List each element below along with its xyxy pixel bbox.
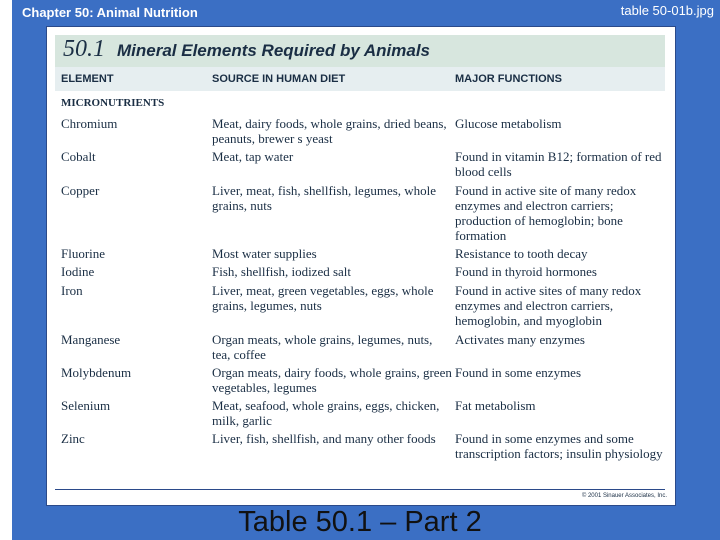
element-cell: Zinc (61, 431, 85, 446)
function-cell: Found in some enzymes and some transcription factors; insulin physiology (455, 431, 663, 461)
left-margin (0, 0, 12, 540)
copyright-notice: © 2001 Sinauer Associates, Inc. (581, 493, 667, 499)
element-cell: Selenium (61, 398, 111, 413)
source-cell: Liver, fish, shellfish, and many other foods (212, 431, 436, 446)
source-cell: Meat, dairy foods, whole grains, dried beans, peanuts, brewer s yeast (212, 116, 447, 146)
function-cell: Found in some enzymes (455, 365, 582, 380)
element-cell: Copper (61, 183, 100, 198)
column-header-element: ELEMENT (61, 73, 114, 85)
element-cell: Chromium (61, 116, 118, 131)
function-cell: Found in vitamin B12; formation of red blood cells (455, 149, 662, 179)
source-cell: Most water supplies (212, 246, 317, 261)
chapter-title: Chapter 50: Animal Nutrition (22, 5, 198, 20)
source-cell: Meat, seafood, whole grains, eggs, chicken, milk, garlic (212, 398, 440, 428)
section-label: MICRONUTRIENTS (61, 97, 165, 109)
table-title-bar (55, 35, 665, 67)
function-cell: Fat metabolism (455, 398, 536, 413)
source-cell: Fish, shellfish, iodized salt (212, 264, 352, 279)
source-cell: Organ meats, dairy foods, whole grains, green vegetables, legumes (212, 365, 452, 395)
function-cell: Found in active site of many redox enzymes and electron carriers; production of hemoglobin; bone formation (455, 183, 637, 243)
function-cell: Glucose metabolism (455, 116, 562, 131)
element-cell: Iron (61, 283, 83, 298)
table-number: 50.1 (63, 36, 105, 62)
source-cell: Liver, meat, fish, shellfish, legumes, whole grains, nuts (212, 183, 437, 213)
column-header-source: SOURCE IN HUMAN DIET (212, 73, 346, 85)
source-cell: Meat, tap water (212, 149, 294, 164)
table-bottom-rule (55, 489, 665, 490)
table-card (46, 26, 676, 506)
element-cell: Cobalt (61, 149, 96, 164)
element-cell: Fluorine (61, 246, 106, 261)
slide-caption: Table 50.1 – Part 2 (238, 506, 482, 538)
element-cell: Iodine (61, 264, 95, 279)
image-filename: table 50-01b.jpg (620, 3, 714, 18)
element-cell: Manganese (61, 332, 121, 347)
table-title: Mineral Elements Required by Animals (117, 41, 431, 60)
function-cell: Resistance to tooth decay (455, 246, 588, 261)
function-cell: Found in thyroid hormones (455, 264, 597, 279)
source-cell: Liver, meat, green vegetables, eggs, whole grains, legumes, nuts (212, 283, 434, 313)
function-cell: Activates many enzymes (455, 332, 585, 347)
element-cell: Molybdenum (61, 365, 132, 380)
source-cell: Organ meats, whole grains, legumes, nuts, tea, coffee (212, 332, 433, 362)
column-header-functions: MAJOR FUNCTIONS (455, 73, 562, 85)
table-header (55, 67, 665, 91)
function-cell: Found in active sites of many redox enzymes and electron carriers, hemoglobin, and myoglobin (455, 283, 642, 328)
